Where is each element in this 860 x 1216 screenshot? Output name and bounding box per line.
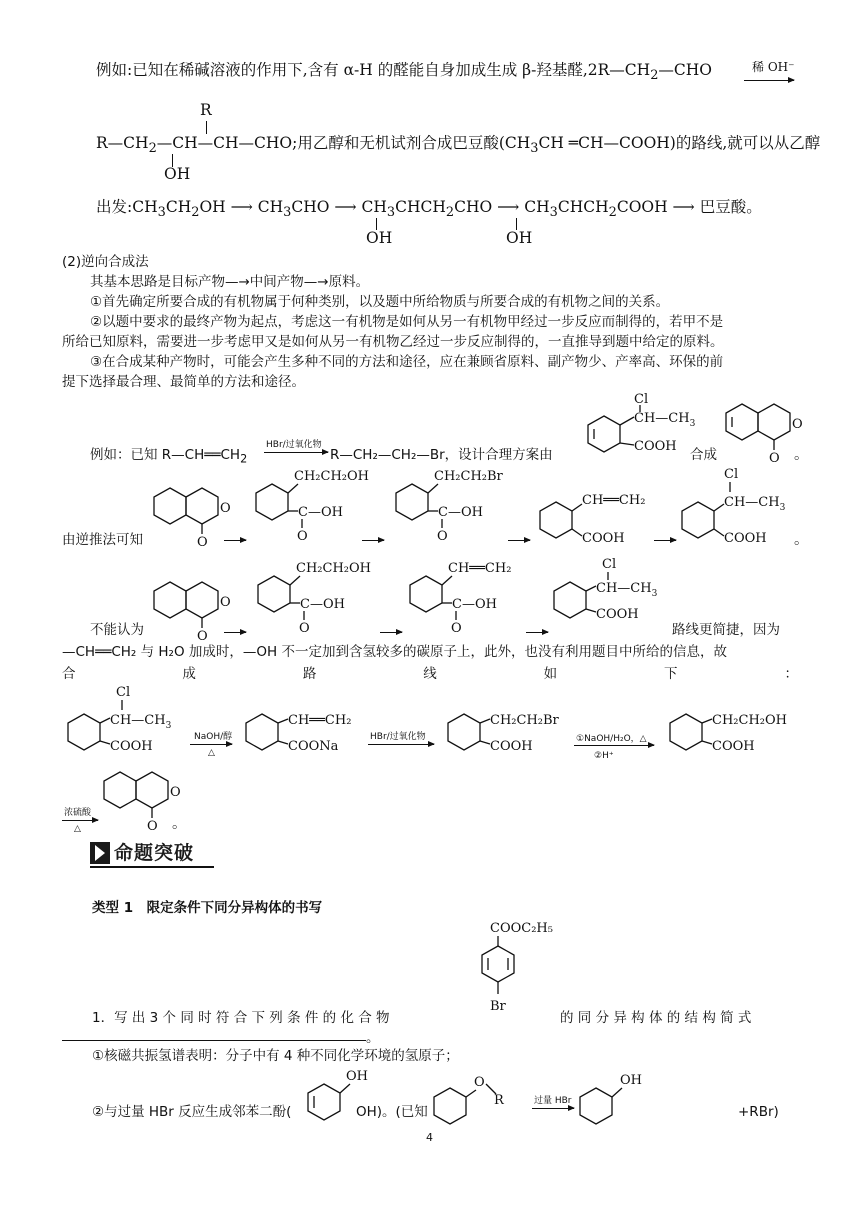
intro-line2-c: CH ═CH—COOH)的路线,就可以从乙醇: [538, 134, 821, 152]
condition-2a: ②与过量 HBr 反应生成邻苯二酚(: [92, 1104, 292, 1120]
intro-line3-e: CHCH: [395, 198, 446, 216]
bond: [586, 586, 596, 591]
condition-2c: +RBr): [738, 1104, 779, 1120]
ring-oxygen: O: [792, 417, 803, 432]
intro-line3-b: CH: [165, 198, 192, 216]
bromoethyl-acid-structure: [442, 706, 572, 760]
bond: [586, 609, 596, 612]
carbonyl-oxygen: O: [451, 621, 462, 636]
intro-line1-b: —CHO: [658, 61, 713, 79]
type1-heading: 类型 1 限定条件下同分异构体的书写: [92, 900, 323, 916]
benzene-ring: [448, 714, 480, 750]
banner-underline: [90, 866, 214, 868]
ch-ch3-text: CH—CH: [634, 411, 690, 426]
ch2ch2br-label: CH₂CH₂Br: [490, 713, 559, 728]
benzene-ring: [308, 1084, 340, 1120]
route-word: 路: [302, 666, 317, 682]
intro-line1-a: 例如:已知在稀碱溶液的作用下,含有 α-H 的醛能自身加成生成 β-羟基醛,2R—CH: [96, 61, 651, 79]
intro-line2-a: R—CH: [96, 134, 149, 152]
bromoethyl-acid-structure: [390, 462, 510, 548]
question-part-b: 的 同 分 异 构 体 的 结 构 简 式: [560, 1010, 752, 1026]
ch-ch3-text: CH—CH: [724, 495, 780, 510]
hydroxyethyl-acid-structure: [252, 554, 382, 640]
cl-label: Cl: [724, 467, 739, 482]
naoh-water-cond: ①NaOH/H₂O，△: [576, 734, 647, 744]
reaction-arrow: [526, 632, 548, 633]
reaction-arrow: [224, 540, 246, 541]
benzene-ring: [396, 484, 428, 520]
dilute-base-label: 稀 OH⁻: [752, 60, 795, 74]
bond: [278, 719, 288, 723]
reaction-arrow: [62, 820, 98, 821]
bond: [340, 1084, 350, 1093]
bond: [612, 1088, 622, 1097]
chloro-acid-structure: [574, 394, 694, 464]
inverse-lead: 由逆推法可知: [62, 532, 143, 548]
section-basic: 其基本思路是目标产物—→中间产物—→原料。: [90, 274, 370, 290]
substituent-R: R: [200, 101, 212, 119]
bond: [278, 741, 288, 744]
section-p2a: ②以题中要求的最终产物为起点，考虑这一有机物是如何从另一有机物甲经过一步反应而制得的，若甲不是: [90, 314, 724, 330]
benzene-ring: [580, 1088, 612, 1124]
ch-ch3-label: $CH—CH_3$: [634, 411, 696, 429]
cooh-label: COOH: [634, 439, 677, 454]
lactone-structure: [150, 564, 230, 642]
route-word: ：: [784, 666, 798, 682]
ch-ch2-label: CH══CH₂: [448, 561, 512, 576]
reaction-arrow: [654, 540, 676, 541]
period: 。: [172, 816, 187, 832]
bond: [572, 504, 582, 511]
period: 。: [794, 532, 809, 548]
hbr-condition: HBr/过氧化物: [266, 440, 322, 450]
hydroxyethyl-acid-structure: [664, 706, 804, 760]
intro-line3-h: COOH ⟶ 巴豆酸。: [616, 198, 762, 216]
acid-cond: ②H⁺: [594, 751, 614, 761]
hydroxyl-label: OH: [346, 1069, 368, 1084]
vinyl-acid-structure: [534, 486, 664, 548]
reaction-arrow: [264, 452, 328, 453]
hydroxyl-label: OH: [164, 165, 191, 183]
example2-lead-text: 例如：已知 R—CH══CH: [90, 447, 241, 463]
reaction-arrow: [532, 1108, 574, 1109]
sub-2: 2: [650, 68, 659, 84]
bond: [714, 529, 724, 536]
example2-product: R—CH₂—CH₂—Br，设计合理方案由: [330, 447, 553, 463]
bond: [288, 484, 298, 493]
section-banner: [90, 840, 214, 866]
bond: [100, 718, 110, 723]
bond: [100, 741, 110, 744]
hydroxyl-label: OH: [506, 229, 533, 247]
lactone-ring: [186, 488, 218, 524]
ring-oxygen: O: [220, 595, 231, 610]
benzene-ring: [68, 714, 100, 750]
bond: [702, 741, 712, 744]
condition-1: ①核磁共振氢谱表明：分子中有 4 种不同化学环境的氢原子；: [92, 1048, 459, 1064]
cooc2h5-label: COOC₂H₅: [490, 921, 553, 936]
ch-ch3-label: $CH—CH_3$: [724, 495, 786, 513]
bond: [702, 719, 712, 723]
reaction-arrow: [508, 540, 530, 541]
lactone-ring: [136, 772, 168, 808]
route-word: 合: [62, 666, 76, 682]
ch-ch2-label: CH══CH₂: [582, 493, 646, 508]
cl-label: Cl: [602, 557, 617, 572]
excess-hbr-cond: 过量 HBr: [534, 1096, 572, 1106]
condition-2b: OH)。(已知: [356, 1104, 428, 1120]
bond: [572, 529, 582, 536]
hbr-condition: HBr/过氧化物: [370, 732, 426, 742]
ring-oxygen: O: [170, 785, 181, 800]
chloro-acid-structure: [676, 464, 806, 548]
vinyl-acid-ketone-structure: [404, 554, 534, 640]
question-part-a: 1．写 出 3 个 同 时 符 合 下 列 条 件 的 化 合 物: [92, 1010, 390, 1026]
bond: [620, 443, 634, 445]
carbonyl-oxygen: O: [299, 621, 310, 636]
bond: [442, 576, 452, 585]
route-word: 成: [182, 666, 196, 682]
section-p1: ①首先确定所要合成的有机物属于何种类别，以及题中所给物质与所要合成的有机物之间的关系。: [90, 294, 670, 310]
cooh-label: COOH: [490, 739, 533, 754]
heat-cond: △: [74, 824, 81, 834]
period: 。: [794, 447, 809, 463]
route-intro: [62, 664, 798, 684]
benzene-ring: [670, 714, 702, 750]
hydroxyl-label: OH: [620, 1073, 642, 1088]
route-word: 如: [543, 666, 558, 682]
answer-blank: [62, 1040, 366, 1041]
benzene-ring: [588, 416, 620, 452]
ch-ch2-label: CH══CH₂: [288, 713, 352, 728]
hydroxyethyl-acid-structure: [250, 462, 370, 548]
reaction-arrow: [380, 632, 402, 633]
bond: [480, 741, 490, 744]
reaction-arrow: [744, 80, 794, 81]
intro-line2: $R—CH_2—CH—CH—CHO$;用乙醇和无机试剂合成巴豆酸($CH_3CH$ ═CH—COOH)的路线,就可以从乙醇: [96, 134, 821, 157]
cooh-label: COOH: [582, 531, 625, 546]
catechol-structure: [300, 1064, 368, 1124]
ch-ch3-label: $CH—CH_3$: [596, 581, 658, 599]
intro-line3-c: OH ⟶ CH: [199, 198, 284, 216]
intro-line2-b: —CH—CH—CHO;用乙醇和无机试剂合成巴豆酸(CH: [156, 134, 531, 152]
c-oh-label: C—OH: [300, 597, 345, 612]
bond: [428, 484, 438, 493]
conc-sulfuric-cond: 浓硫酸: [64, 808, 92, 818]
route-word: 下: [664, 666, 678, 682]
sub-2: 2: [148, 141, 157, 157]
carbonyl-oxygen: O: [197, 535, 208, 550]
carbonyl-oxygen: O: [297, 529, 308, 544]
bond: [620, 417, 634, 425]
example2-lead: 例如：已知 $R—CH══CH_2$: [90, 447, 248, 466]
cooh-label: COOH: [712, 739, 755, 754]
banner-title: 命题突破: [114, 842, 195, 864]
benzene-ring: [682, 502, 714, 538]
intro-line3-f: CHO ⟶ CH: [454, 198, 550, 216]
route-comment: 路线更简捷，因为: [672, 622, 780, 638]
ch-ch3-text: CH—CH: [110, 713, 166, 728]
ch2ch2oh-label: CH₂CH₂OH: [296, 561, 371, 576]
reaction-arrow: [368, 744, 434, 745]
bond: [480, 719, 490, 723]
section-heading: (2)逆向合成法: [62, 254, 149, 270]
intro-line3: 出发$:CH_3CH_2OH$ ⟶ $CH_3CHO$ ⟶ $CH_3CHCH_2CHO$ ⟶ $CH_3CHCH_2COOH$ ⟶ 巴豆酸。: [96, 198, 762, 221]
benzene-ring: [258, 576, 290, 612]
naoh-alcohol-cond: NaOH/醇: [194, 732, 233, 742]
banner-arrow-icon: [90, 842, 110, 864]
reaction-arrow: [224, 632, 246, 633]
chloro-acid-structure: [62, 682, 192, 758]
reaction-arrow: [190, 744, 232, 745]
hydroxyl-label: OH: [366, 229, 393, 247]
cooh-label: COOH: [110, 739, 153, 754]
carbonyl-oxygen: O: [437, 529, 448, 544]
intro-line3-a: 出发:CH: [96, 198, 158, 216]
benzene-ring: [540, 502, 572, 538]
phenol-structure: [576, 1066, 646, 1126]
hesheng-label: 合成: [690, 447, 717, 463]
ether-oxygen: O: [474, 1075, 485, 1090]
ch-ch3-label: $CH—CH_3$: [110, 713, 172, 731]
coona-label: COONa: [288, 739, 339, 754]
intro-line1: [96, 60, 712, 86]
lactone-structure: [100, 754, 180, 834]
r-group-label: R: [494, 1093, 504, 1108]
section-p2b: 所给已知原料，需要进一步考虑甲又是如何从另一有机物乙经过一步反应制得的，一直推导到题中给定的原料。: [62, 334, 724, 350]
route-word: 线: [423, 666, 437, 682]
heat-cond: △: [208, 748, 215, 758]
bond: [290, 576, 300, 585]
carbonyl-oxygen: O: [769, 451, 780, 466]
intro-line3-d: CHO ⟶ CH: [291, 198, 387, 216]
aryl-ether-structure: [430, 1062, 520, 1126]
question-part-c: 。: [366, 1030, 380, 1046]
not-lead: 不能认为: [90, 622, 144, 638]
benzene-ring: [554, 582, 586, 618]
benzene-ring: [434, 1088, 466, 1124]
benzene-ring: [410, 576, 442, 612]
c-oh-label: C—OH: [452, 597, 497, 612]
sodium-vinyl-benzoate-structure: [240, 706, 370, 760]
section-p3b: 提下选择最合理、最简单的方法和途径。: [62, 374, 305, 390]
benzene-ring: [726, 404, 758, 440]
reason-text: —CH══CH₂ 与 H₂O 加成时，—OH 不一定加到含氢较多的碳原子上，此外，也没有利用题目中所给的信息，故: [62, 644, 727, 660]
lactone-structure: [150, 470, 230, 548]
ch-ch3-text: CH—CH: [596, 581, 652, 596]
benzene-ring: [154, 582, 186, 618]
ch2ch2oh-label: CH₂CH₂OH: [294, 469, 369, 484]
carbonyl-oxygen: O: [197, 629, 208, 644]
ch2ch2oh-label: CH₂CH₂OH: [712, 713, 787, 728]
reaction-arrow: [362, 540, 384, 541]
carbonyl-oxygen: O: [147, 819, 158, 834]
benzene-ring: [246, 714, 278, 750]
bond: [714, 504, 724, 511]
br-label: Br: [490, 999, 506, 1014]
benzene-ring: [154, 488, 186, 524]
reaction-arrow: [574, 745, 654, 746]
cooh-label: COOH: [724, 531, 767, 546]
cooh-label: COOH: [596, 607, 639, 622]
chloro-acid-structure: [548, 556, 678, 626]
benzene-ring: [256, 484, 288, 520]
lactone-ring: [758, 404, 790, 440]
benzene-ring: [482, 946, 514, 982]
section-p3a: ③在合成某种产物时，可能会产生多种不同的方法和途径，应在兼顾省原料、副产物少、产率高、环保的前: [90, 354, 724, 370]
ethyl-bromobenzoate-structure: [462, 918, 562, 1028]
c-oh-label: C—OH: [298, 505, 343, 520]
intro-line3-g: CHCH: [557, 198, 609, 216]
page-number: 4: [426, 1131, 433, 1144]
bond: [466, 1090, 476, 1097]
c-oh-label: C—OH: [438, 505, 483, 520]
cl-label: Cl: [116, 685, 131, 700]
ring-oxygen: O: [220, 501, 231, 516]
cl-label: Cl: [634, 392, 649, 407]
ch2ch2br-label: CH₂CH₂Br: [434, 469, 503, 484]
benzene-ring: [104, 772, 136, 808]
lactone-ring: [186, 582, 218, 618]
